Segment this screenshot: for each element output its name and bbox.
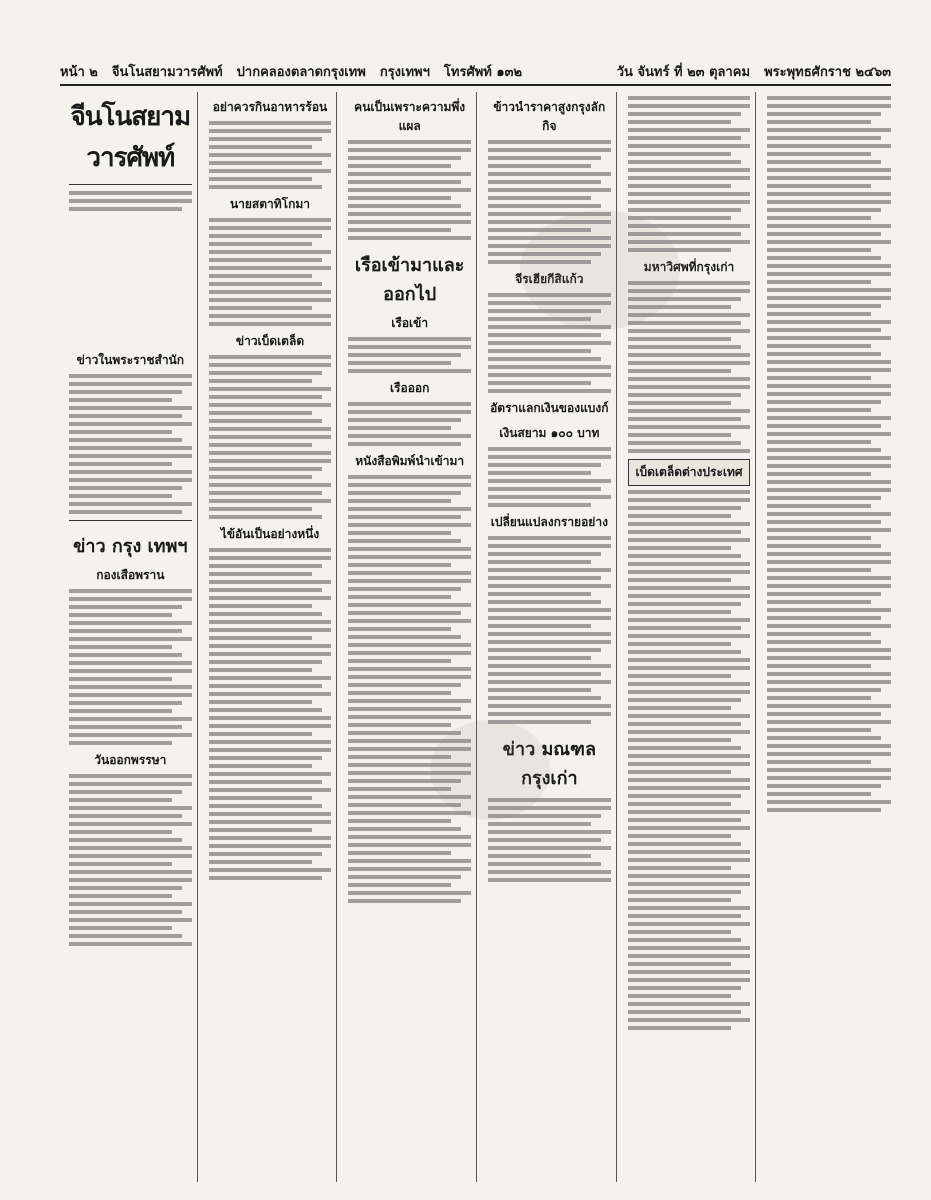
article-text <box>488 293 611 393</box>
page-number: หน้า ๒ <box>60 64 98 80</box>
section-heading: เรือเข้า <box>391 316 429 330</box>
section-heading: เงินสยาม ๑๐๐ บาท <box>499 426 600 440</box>
article-text <box>209 548 332 880</box>
article-text <box>767 96 891 812</box>
article-text <box>488 140 611 264</box>
shipping-list <box>348 402 471 446</box>
section-heading: ข่าว มณฑล กรุงเก่า <box>502 739 596 789</box>
section-heading: วันออกพรรษา <box>94 753 167 767</box>
column-4 <box>483 92 617 1182</box>
section-heading: นายสตาทิโกมา <box>229 197 311 211</box>
article-text <box>209 218 332 326</box>
column-1 <box>64 92 198 1182</box>
section-heading: เปลี่ยนแปลงกรายอย่าง <box>490 515 608 529</box>
article-text <box>69 589 192 745</box>
city: กรุงเทพฯ <box>379 64 430 80</box>
section-heading: กองเสือพราน <box>96 568 165 582</box>
divider <box>69 520 192 521</box>
section-heading: อย่าควรกินอาหารร้อน <box>212 100 328 114</box>
article-text <box>69 374 192 514</box>
phone: โทรศัพท์ ๑๓๒ <box>443 64 523 80</box>
section-heading: ข้าวนำราคาสูงกรุงลักกิจ <box>493 100 606 133</box>
exchange-table <box>488 447 611 507</box>
issue-date: วัน จันทร์ ที่ ๒๓ ตุลาคม <box>616 64 751 80</box>
masthead-info <box>69 191 192 211</box>
article-text <box>69 774 192 946</box>
section-heading: เรือเข้ามาและออกไป <box>354 255 465 305</box>
section-heading: เบ็ดเตล็ดต่างประเทศ <box>628 459 751 486</box>
column-5 <box>623 92 757 1182</box>
masthead: จีนโนสยามวารศัพท์ <box>69 96 192 185</box>
columns <box>64 92 896 1182</box>
section-heading: มหาวิศพที่กรุงเก่า <box>643 260 735 274</box>
article-text <box>628 281 751 453</box>
article-text <box>488 798 611 882</box>
page-header <box>60 58 891 86</box>
section-heading: อัตราแลกเงินของแบงก์ <box>490 401 609 415</box>
section-heading: ข่าวเบ็ดเตล็ด <box>235 334 305 348</box>
section-heading: ข่าว กรุง เทพฯ <box>73 536 188 557</box>
article-text <box>488 536 611 724</box>
section-heading: จีรเฮียกีสิแก้ว <box>515 272 584 286</box>
column-2 <box>204 92 338 1182</box>
article-text <box>628 490 751 1030</box>
article-text <box>348 475 471 903</box>
column-6 <box>762 92 896 1182</box>
section-heading: คนเป็นเพราะความพึ่งแผล <box>354 100 466 133</box>
article-text <box>628 96 751 252</box>
issue-year: พระพุทธศักราช ๒๔๖๓ <box>764 64 891 80</box>
article-text <box>209 121 332 189</box>
office-address: ปากคลองตลาดกรุงเทพ <box>236 64 366 80</box>
article-text <box>348 140 471 240</box>
section-heading: หนังสือพิมพ์นำเข้ามา <box>355 454 465 468</box>
section-heading: ข่าวในพระราชสำนัก <box>76 353 185 367</box>
section-heading: เรือออก <box>389 381 430 395</box>
section-heading: ไข้อันเป็นอย่างหนึ่ง <box>220 527 320 541</box>
paper-name: จีนโนสยามวารศัพท์ <box>111 64 223 80</box>
shipping-list <box>348 337 471 373</box>
column-3 <box>343 92 477 1182</box>
article-text <box>209 355 332 519</box>
